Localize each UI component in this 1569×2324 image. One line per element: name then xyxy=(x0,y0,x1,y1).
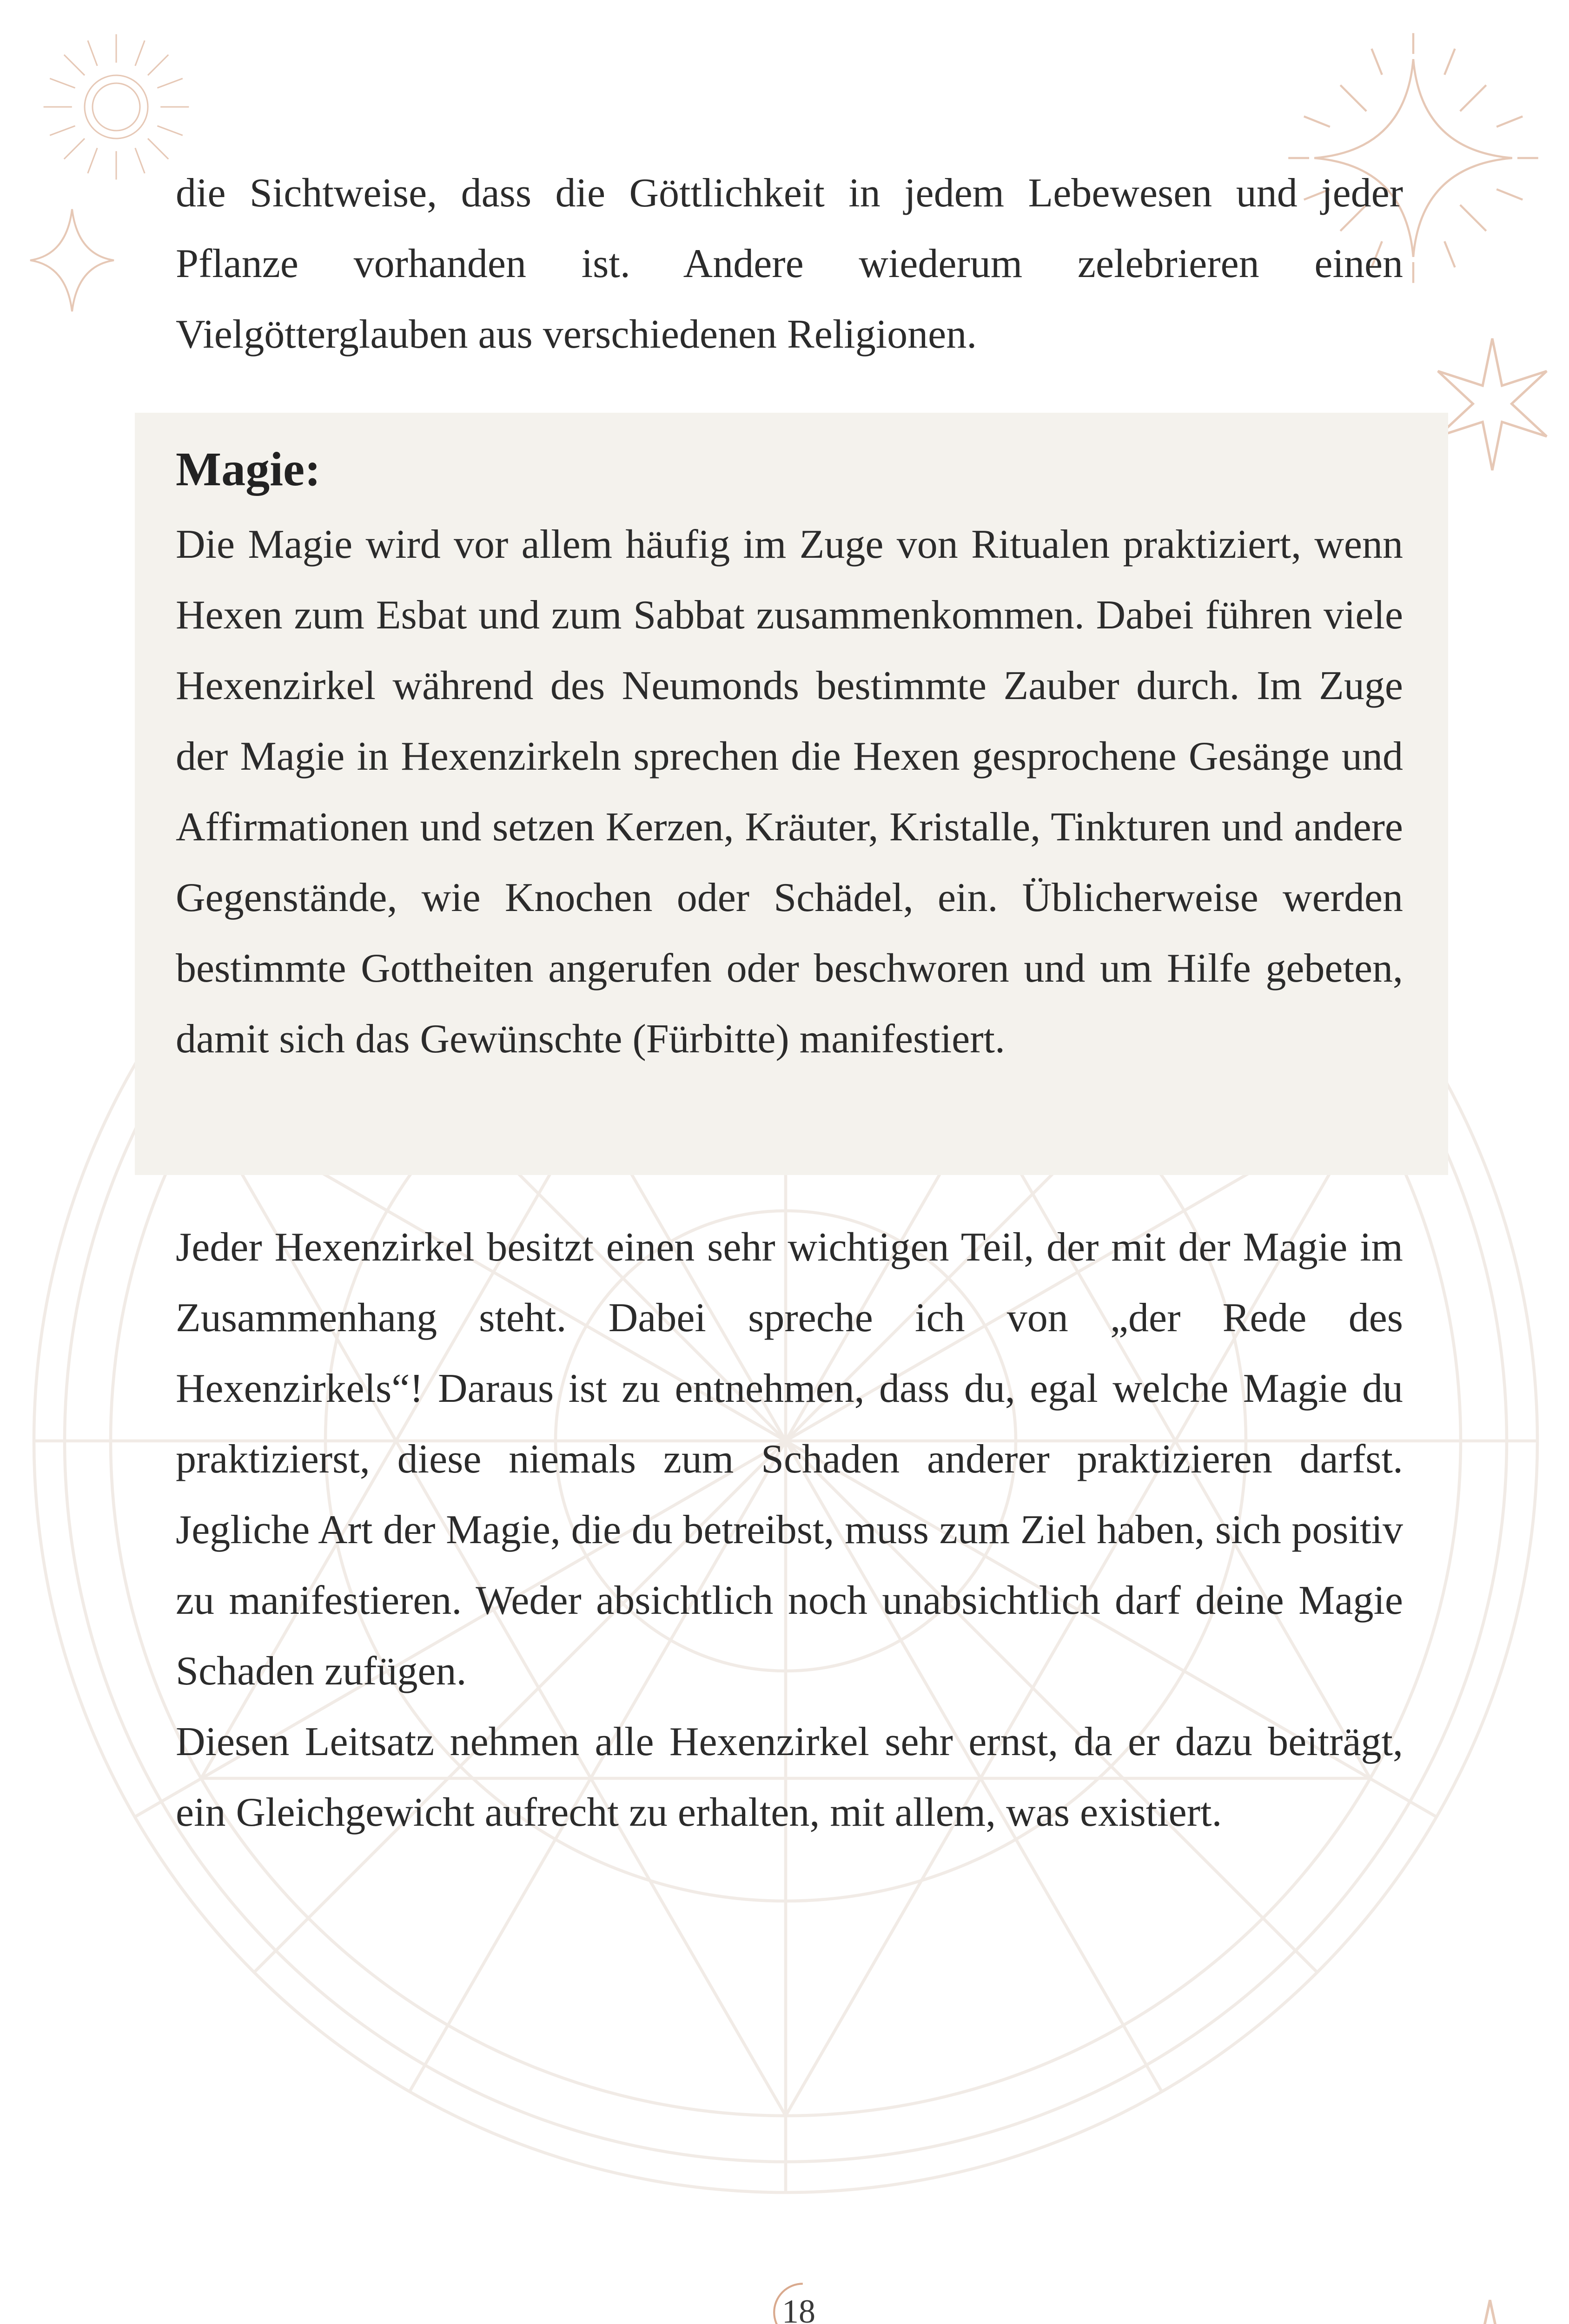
page-number-ornament xyxy=(762,2280,828,2324)
eight-point-star-icon xyxy=(1432,335,1553,474)
body-paragraph-2 xyxy=(176,1707,1403,1848)
magie-title: Magie: xyxy=(176,442,321,496)
page-number: 18 xyxy=(782,2293,815,2324)
magie-paragraph xyxy=(176,509,1403,1075)
body-paragraph-1 xyxy=(176,1212,1403,1707)
body-text-1: Jeder Hexenzirkel besitzt einen sehr wichtigen Teil, der mit der Magie im Zusammenhang steht. Dabei spreche ich von „der Rede des Hexenzirkels“! Daraus ist zu entnehmen, dass du, egal welche Magie du praktizierst, diese niemals zum Schaden anderer praktizieren darfst. Jegliche Art der Magie, die du betreibst, muss zum Ziel haben, sich positiv zu manifestieren. Weder absichtlich noch unabsichtlich darf deine Magie Schaden zufügen. xyxy=(176,1225,1403,1694)
four-point-star-icon xyxy=(19,2319,121,2324)
magie-text: Die Magie wird vor allem häufig im Zuge von Ritualen praktiziert, wenn Hexen zum Esbat und zum Sabbat zusammenkommen. Dabei führen viele Hexenzirkel während des Neumonds bestimmte Zauber durch. Im Zuge der Magie in Hexenzirkeln sprechen die Hexen gesprochene Gesänge und Affirmationen und setzen Kerzen, Kräuter, Kristalle, Tinkturen und andere Gegenstände, wie Knochen oder Schädel, ein. Üblicherweise werden bestimmte Gottheiten angerufen oder beschworen und um Hilfe gebeten, damit sich das Gewünschte (Fürbitte) manifestiert. xyxy=(176,522,1403,1062)
eight-point-star-icon xyxy=(1423,2296,1557,2324)
body-text-2: Diesen Leitsatz nehmen alle Hexenzirkel sehr ernst, da er dazu beiträgt, ein Gleichgewicht aufrecht zu erhalten, mit allem, was existiert. xyxy=(176,1719,1403,1835)
sun-icon xyxy=(37,28,195,186)
four-point-star-icon xyxy=(26,205,119,316)
intro-paragraph xyxy=(176,158,1403,370)
intro-text: die Sichtweise, dass die Göttlichkeit in jedem Lebewesen und jeder Pflanze vorhanden ist. Andere wiederum zelebrieren einen Vielgötterglauben aus verschiedenen Religionen. xyxy=(176,171,1403,357)
